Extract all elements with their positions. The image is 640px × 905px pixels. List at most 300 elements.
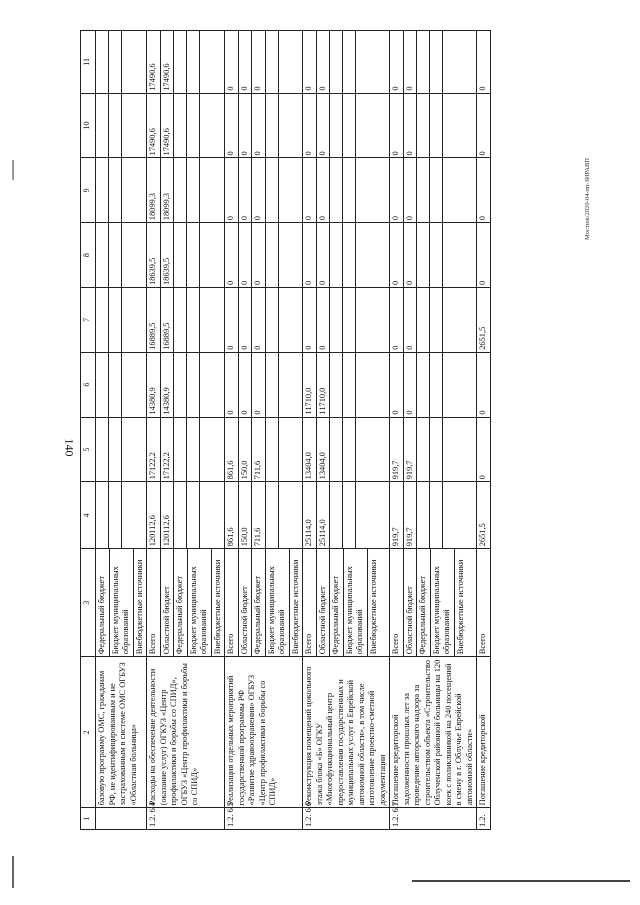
- value: [417, 353, 430, 417]
- value: [96, 158, 109, 222]
- value: [174, 482, 187, 548]
- value: [430, 158, 443, 222]
- value-cell: [147, 417, 225, 482]
- value: [330, 94, 343, 158]
- value: 18099,3: [147, 158, 161, 222]
- value: 11710,0: [317, 353, 331, 417]
- value: [279, 288, 291, 352]
- value: 17490,6: [161, 31, 175, 93]
- value: [109, 418, 122, 482]
- value: [430, 418, 443, 482]
- value: [279, 418, 291, 482]
- value: [279, 223, 291, 287]
- scan-artifact-line: [412, 880, 630, 882]
- value: [356, 353, 368, 417]
- value-cell: [390, 223, 477, 288]
- col-header: 8: [81, 223, 96, 288]
- value-cell: [303, 223, 390, 288]
- value: 0: [390, 353, 404, 417]
- funding-source: Областной бюджет: [161, 549, 175, 656]
- funding-source: Внебюджетные источники: [455, 559, 465, 655]
- value-cell: [303, 158, 390, 223]
- col-header: 11: [81, 31, 96, 94]
- page-number: 140: [62, 438, 77, 457]
- value: 11710,0: [303, 353, 317, 417]
- value: 150,0: [239, 418, 253, 482]
- value: [96, 31, 109, 93]
- value-cell: [477, 158, 491, 223]
- value-cell: [96, 352, 147, 417]
- value-cell: [96, 417, 147, 482]
- funding-source: Бюджет муниципальных образований: [188, 549, 212, 656]
- value: [200, 223, 212, 287]
- col-header: 3: [81, 549, 96, 657]
- funding-source-cell: [147, 549, 225, 657]
- value-cell: [96, 158, 147, 223]
- value: 0: [239, 94, 253, 158]
- value: 17490,6: [147, 31, 161, 93]
- rotated-page: [80, 30, 600, 830]
- value: 0: [225, 158, 239, 222]
- funding-source: Всего: [390, 549, 404, 656]
- value: 0: [225, 31, 239, 93]
- value: 0: [239, 223, 253, 287]
- value-cell: [96, 288, 147, 353]
- row-description: Погашение кредиторской задолженности прошлых лет за проведение авторского надзора за строительством объекта «Строительство Облученской районной больницы на 120 коек с поликлиникой на 240 посещений в смену в г. Облучье Еврейской автономной области»: [390, 657, 477, 808]
- value: 0: [404, 158, 418, 222]
- value: 0: [317, 288, 331, 352]
- value: 0: [390, 288, 404, 352]
- value: [343, 94, 356, 158]
- value: [266, 418, 279, 482]
- value-cell: [477, 482, 491, 549]
- value: 0: [478, 280, 487, 285]
- value: [279, 94, 291, 158]
- funding-source: Внебюджетные источники: [290, 559, 300, 655]
- funding-source: Бюджет муниципальных образований: [266, 549, 290, 656]
- value: 0: [404, 353, 418, 417]
- value: 0: [317, 94, 331, 158]
- value: [96, 353, 109, 417]
- value: [330, 482, 343, 548]
- funding-source: Внебюджетные источники: [134, 559, 144, 655]
- value: 13404,0: [317, 418, 331, 482]
- value: 0: [225, 94, 239, 158]
- value-cell: [96, 93, 147, 158]
- funding-source: Внебюджетные источники: [368, 559, 378, 655]
- value: [443, 288, 455, 352]
- funding-source-cell: [96, 549, 147, 657]
- col-header: 6: [81, 352, 96, 417]
- value: 919,7: [390, 418, 404, 482]
- value: [343, 31, 356, 93]
- value-cell: [477, 31, 491, 94]
- funding-source-cell: [303, 549, 390, 657]
- row-number: 1.2.: [477, 808, 491, 830]
- row-number: 1.2. 6.5: [225, 808, 303, 830]
- value: [356, 288, 368, 352]
- value: 18639,5: [161, 223, 175, 287]
- funding-source-cell: [390, 549, 477, 657]
- col-header: 2: [81, 657, 96, 808]
- value: [122, 353, 134, 417]
- value: 0: [404, 31, 418, 93]
- value: [279, 158, 291, 222]
- value: [343, 288, 356, 352]
- value: 0: [404, 94, 418, 158]
- value: [430, 94, 443, 158]
- row-description: Погашение кредиторской: [477, 657, 491, 808]
- value-cell: [477, 417, 491, 482]
- row-number: 1.2. 6.7: [390, 808, 477, 830]
- value: [266, 31, 279, 93]
- value: 17122,2: [147, 418, 161, 482]
- value: [109, 482, 122, 548]
- value: [174, 418, 187, 482]
- value: [96, 223, 109, 287]
- value-cell: [390, 93, 477, 158]
- funding-source: Федеральный бюджет: [96, 549, 110, 656]
- value: [200, 288, 212, 352]
- value: [266, 158, 279, 222]
- value-cell: [390, 417, 477, 482]
- value: 120112,6: [161, 482, 175, 548]
- value: [356, 94, 368, 158]
- value: 17122,2: [161, 418, 175, 482]
- row-description: Реализация отдельных мероприятий государственной программы РФ «Развитие здравоохранения» ОГБУЗ «Центр профилактики и борьбы со СПИД»: [225, 657, 303, 808]
- value-cell: [96, 31, 147, 94]
- funding-source-cell: [225, 549, 303, 657]
- value: 2651,5: [478, 326, 487, 350]
- value: [443, 223, 455, 287]
- value: [266, 223, 279, 287]
- value: 0: [478, 86, 487, 91]
- header-row: [81, 31, 96, 830]
- value: [417, 418, 430, 482]
- value: 14380,9: [161, 353, 175, 417]
- value: 16889,5: [161, 288, 175, 352]
- value: 0: [239, 158, 253, 222]
- value: [417, 288, 430, 352]
- value: [343, 418, 356, 482]
- row-description: Реконструкция помещений цокольного этажа блока «Б» ОГКУ «Многофункциональный центр предоставления государственных и муниципальных услуг в Еврейской автономной области», в том числе изготовление проектно-сметной документации: [303, 657, 390, 808]
- value-cell: [225, 158, 303, 223]
- value: 919,7: [390, 482, 404, 548]
- value: [443, 94, 455, 158]
- col-header: 10: [81, 93, 96, 158]
- value: 0: [390, 94, 404, 158]
- value: 0: [225, 353, 239, 417]
- value-cell: [147, 93, 225, 158]
- value: 0: [303, 288, 317, 352]
- row-number: 1.2. 6.4: [147, 808, 225, 830]
- value-cell: [147, 352, 225, 417]
- value: 120112,6: [147, 482, 161, 548]
- value: [430, 31, 443, 93]
- value: 0: [317, 31, 331, 93]
- value: [109, 288, 122, 352]
- value: 16889,5: [147, 288, 161, 352]
- value-cell: [225, 93, 303, 158]
- value: 0: [252, 31, 266, 93]
- row-description: Расходы на обеспечение деятельности (оказание услуг) ОГКУЗ «Центр профилактики и борьбы со СПИД», ОГБУЗ «Центр профилактики и борьбы со СПИД»: [147, 657, 225, 808]
- col-header: 5: [81, 417, 96, 482]
- value: [343, 158, 356, 222]
- value: [200, 482, 212, 548]
- value: 150,0: [239, 482, 253, 548]
- table-row: [225, 31, 303, 830]
- value: [343, 223, 356, 287]
- value-cell: [225, 417, 303, 482]
- value: [343, 353, 356, 417]
- value: [330, 353, 343, 417]
- funding-source-cell: [477, 549, 491, 657]
- value-cell: [303, 93, 390, 158]
- value: [122, 94, 134, 158]
- value: 0: [390, 158, 404, 222]
- funding-source: Федеральный бюджет: [174, 549, 188, 656]
- value: [356, 31, 368, 93]
- value: [109, 223, 122, 287]
- value-cell: [477, 352, 491, 417]
- row-number: 1.2. 6.6: [303, 808, 390, 830]
- value: [417, 158, 430, 222]
- value: 25114,0: [317, 482, 331, 548]
- value-cell: [147, 158, 225, 223]
- value-cell: [225, 31, 303, 94]
- funding-source: Бюджет муниципальных образований: [110, 549, 134, 656]
- row-description: базовую программу ОМС, гражданам РФ, не идентифицированным и не застрахованным в системе ОМС ОГБУЗ «Областная больница»: [96, 657, 147, 808]
- value-cell: [303, 417, 390, 482]
- value-cell: [147, 288, 225, 353]
- value-cell: [225, 482, 303, 549]
- value: 711,6: [252, 482, 266, 548]
- value: [443, 353, 455, 417]
- value: [417, 482, 430, 548]
- value-cell: [225, 288, 303, 353]
- value: 0: [478, 410, 487, 415]
- value: [430, 353, 443, 417]
- value: [187, 288, 200, 352]
- value: [187, 31, 200, 93]
- value: 0: [252, 353, 266, 417]
- value: 0: [478, 151, 487, 156]
- value: [174, 353, 187, 417]
- value: [330, 31, 343, 93]
- budget-table: [80, 30, 491, 830]
- value: 0: [225, 223, 239, 287]
- value: 0: [303, 31, 317, 93]
- value: [122, 223, 134, 287]
- value: [187, 418, 200, 482]
- value: [187, 94, 200, 158]
- value-cell: [390, 352, 477, 417]
- value: [266, 94, 279, 158]
- value-cell: [390, 31, 477, 94]
- funding-source: Федеральный бюджет: [252, 549, 266, 656]
- value: 861,6: [225, 482, 239, 548]
- value: [200, 353, 212, 417]
- value: 0: [225, 288, 239, 352]
- value: [122, 31, 134, 93]
- funding-source: Всего: [478, 633, 487, 655]
- value: [200, 418, 212, 482]
- value: [96, 418, 109, 482]
- value: 13404,0: [303, 418, 317, 482]
- value: 0: [404, 288, 418, 352]
- value: [430, 288, 443, 352]
- table-row: [96, 31, 147, 830]
- value: 0: [303, 158, 317, 222]
- value-cell: [390, 158, 477, 223]
- value: [122, 158, 134, 222]
- value: [356, 158, 368, 222]
- value: [174, 288, 187, 352]
- value: 0: [404, 223, 418, 287]
- value-cell: [390, 482, 477, 549]
- value: 0: [252, 288, 266, 352]
- value: [330, 418, 343, 482]
- value: [330, 288, 343, 352]
- value: 0: [390, 223, 404, 287]
- value: [109, 353, 122, 417]
- value: 17490,6: [147, 94, 161, 158]
- value-cell: [303, 352, 390, 417]
- value: 0: [239, 353, 253, 417]
- value: 0: [317, 158, 331, 222]
- value: [279, 31, 291, 93]
- table-row: [390, 31, 477, 830]
- value: 18099,3: [161, 158, 175, 222]
- value: 0: [239, 31, 253, 93]
- value: 919,7: [404, 418, 418, 482]
- col-header: 4: [81, 482, 96, 549]
- value: [266, 353, 279, 417]
- value: [330, 158, 343, 222]
- value-cell: [477, 93, 491, 158]
- value: [174, 158, 187, 222]
- funding-source: Областной бюджет: [404, 549, 418, 656]
- table-row: [147, 31, 225, 830]
- value-cell: [303, 31, 390, 94]
- value: [187, 482, 200, 548]
- value: 0: [252, 94, 266, 158]
- value: [96, 94, 109, 158]
- value: [330, 223, 343, 287]
- value: [266, 288, 279, 352]
- value: [279, 482, 291, 548]
- value: 14380,9: [147, 353, 161, 417]
- value: 0: [303, 223, 317, 287]
- funding-source: Всего: [147, 549, 161, 656]
- value: 18639,5: [147, 223, 161, 287]
- funding-source: Бюджет муниципальных образований: [431, 549, 455, 656]
- value: 861,6: [225, 418, 239, 482]
- value: 0: [239, 288, 253, 352]
- value: [430, 482, 443, 548]
- value: 17490,6: [161, 94, 175, 158]
- value: [187, 223, 200, 287]
- table-row: [303, 31, 390, 830]
- value: [96, 482, 109, 548]
- value: 0: [252, 223, 266, 287]
- funding-source: Внебюджетные источники: [212, 559, 222, 655]
- value: 0: [478, 216, 487, 221]
- value-cell: [477, 288, 491, 353]
- value: [200, 158, 212, 222]
- scan-artifact-mark: [12, 160, 14, 180]
- value: [109, 94, 122, 158]
- value-cell: [477, 223, 491, 288]
- value: [122, 482, 134, 548]
- value: [279, 353, 291, 417]
- col-header: 9: [81, 158, 96, 223]
- value: [174, 94, 187, 158]
- value: [443, 31, 455, 93]
- value: [187, 353, 200, 417]
- funding-source: Всего: [303, 549, 317, 656]
- value: [443, 418, 455, 482]
- value-cell: [390, 288, 477, 353]
- value-cell: [96, 482, 147, 549]
- value: 919,7: [404, 482, 418, 548]
- value: 0: [252, 158, 266, 222]
- value: [417, 94, 430, 158]
- col-header: 1: [81, 808, 96, 830]
- funding-source: Федеральный бюджет: [417, 549, 431, 656]
- value-cell: [303, 482, 390, 549]
- value: 711,6: [252, 418, 266, 482]
- value: [430, 223, 443, 287]
- value: 25114,0: [303, 482, 317, 548]
- value-cell: [96, 223, 147, 288]
- value-cell: [303, 288, 390, 353]
- value: 0: [303, 94, 317, 158]
- value: [356, 482, 368, 548]
- value: 2651,5: [478, 523, 487, 547]
- funding-source: Бюджет муниципальных образований: [344, 549, 368, 656]
- document-body: [80, 30, 600, 830]
- value: [356, 223, 368, 287]
- value: [343, 482, 356, 548]
- value: [109, 31, 122, 93]
- value: 0: [478, 475, 487, 480]
- funding-source: Всего: [225, 549, 239, 656]
- value: [187, 158, 200, 222]
- funding-source: Областной бюджет: [239, 549, 253, 656]
- value: [443, 482, 455, 548]
- value-cell: [147, 223, 225, 288]
- value: [122, 288, 134, 352]
- col-header: 7: [81, 288, 96, 353]
- value: [443, 158, 455, 222]
- scan-artifact-mark: [12, 856, 14, 888]
- value: [356, 418, 368, 482]
- value: [122, 418, 134, 482]
- value: [174, 31, 187, 93]
- row-number: [96, 808, 147, 830]
- value: [200, 94, 212, 158]
- value: [200, 31, 212, 93]
- value-cell: [225, 223, 303, 288]
- footer-note: Мостюк/2020-04-пп-ЗИРАВП: [584, 158, 591, 240]
- value: [266, 482, 279, 548]
- value: [417, 31, 430, 93]
- funding-source: Областной бюджет: [317, 549, 331, 656]
- value: 0: [390, 31, 404, 93]
- value: [96, 288, 109, 352]
- value-cell: [147, 482, 225, 549]
